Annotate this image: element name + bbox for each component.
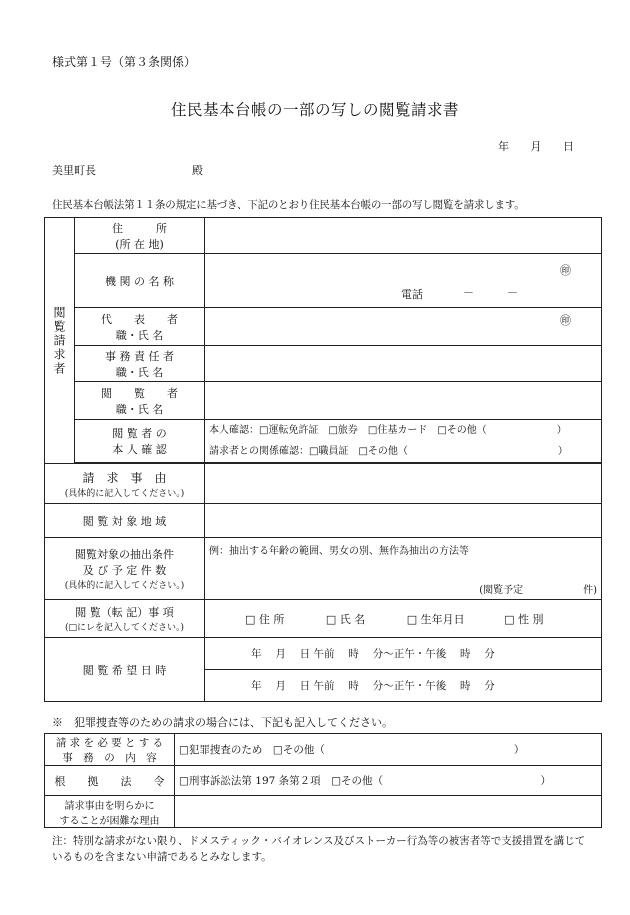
task-content-label: 請 求 を 必 要 と す る 事 務 の 内 容 xyxy=(45,734,175,766)
viewer-id-label: 閲 覧 者 の 本 人 確 認 xyxy=(75,420,205,463)
difficulty-reason-field[interactable] xyxy=(175,796,602,828)
item-gender-checkbox[interactable]: □ 性 別 xyxy=(504,612,544,626)
legal-basis-label: 根 拠 法 令 xyxy=(45,766,175,796)
date-line: 年 月 日 xyxy=(498,140,574,153)
relation-check-line: 請求者との関係確認：□職員証 □その他（ ） xyxy=(209,446,568,457)
schedule-label: 閲 覧 希 望 日 時 xyxy=(45,638,205,702)
area-label: 閲 覧 対 象 地 域 xyxy=(45,504,205,538)
request-table xyxy=(44,217,602,702)
lead-sentence: 住民基本台帳法第１１条の規定に基づき、下記のとおり住民基本台帳の一部の写し閲覧を請求します。 xyxy=(52,199,525,211)
phone-dashes: － － xyxy=(463,286,518,299)
requester-group-label: 閲覧請求者 xyxy=(45,218,75,464)
viewer-field[interactable] xyxy=(205,382,602,420)
item-name-checkbox[interactable]: □ 氏 名 xyxy=(325,612,366,626)
items-label: 閲 覧（転 記）事 項 (□にレを記入してください。) xyxy=(45,600,205,638)
extraction-example: 例：抽出する年齢の範囲、男女の別、無作為抽出の方法等 xyxy=(209,546,469,557)
item-address-checkbox[interactable]: □ 住 所 xyxy=(245,612,285,626)
seal-mark: ㊞ xyxy=(560,264,571,277)
items-options[interactable] xyxy=(205,600,602,638)
planned-count: (閲覧予定 件) xyxy=(479,585,597,596)
schedule-slot-1[interactable]: 年 月 日 午前 時 分～正午・午後 時 分 xyxy=(205,638,602,670)
footer-note: 注：特別な請求がない限り、ドメスティック・バイオレンス及びストーカー行為等の被害者等で支援措置を講じているものを含まない申請であるとみなします。 xyxy=(52,835,586,863)
phone-label: 電話 xyxy=(401,288,423,301)
id-check-line: 本人確認：□運転免許証 □旅券 □住基カード □その他（ ） xyxy=(209,425,567,436)
seal-mark-rep: ㊞ xyxy=(560,314,571,327)
task-content-field[interactable]: □犯罪捜査のため □その他（ ） xyxy=(175,734,602,766)
extraction-label: 閲覧対象の抽出条件 及 び 予 定 件 数 (具体的に記入してください。) xyxy=(45,538,205,600)
schedule-slot-2[interactable]: 年 月 日 午前 時 分～正午・午後 時 分 xyxy=(205,670,602,702)
org-name-field[interactable] xyxy=(205,254,602,308)
crime-note: ※ 犯罪捜査等のための請求の場合には、下記も記入してください。 xyxy=(52,716,393,729)
office-manager-field[interactable] xyxy=(205,346,602,382)
representative-field[interactable] xyxy=(205,308,602,346)
legal-basis-field[interactable]: □刑事訴訟法第 197 条第２項 □その他（ ） xyxy=(175,766,602,796)
difficulty-reason-label: 請求事由を明らかに することが困難な理由 xyxy=(45,796,175,828)
representative-label: 代 表 者 職・氏 名 xyxy=(75,308,205,346)
address-field[interactable] xyxy=(205,218,602,254)
page-title: 住民基本台帳の一部の写しの閲覧請求書 xyxy=(170,101,459,119)
addressee: 美里町長 xyxy=(52,164,96,177)
item-birthdate-checkbox[interactable]: □ 生年月日 xyxy=(406,612,465,626)
purpose-label: 請 求 事 由 (具体的に記入してください。) xyxy=(45,464,205,504)
extraction-field[interactable] xyxy=(205,538,602,600)
viewer-id-options[interactable] xyxy=(205,420,602,463)
area-field[interactable] xyxy=(205,504,602,538)
honorific: 殿 xyxy=(192,164,203,177)
crime-table xyxy=(44,733,602,828)
address-label: 住 所 (所 在 地) xyxy=(75,218,205,254)
purpose-field[interactable] xyxy=(205,464,602,504)
office-manager-label: 事 務 責 任 者 職・氏 名 xyxy=(75,346,205,382)
viewer-label: 閲 覧 者 職・氏 名 xyxy=(75,382,205,420)
form-number: 様式第１号（第３条関係） xyxy=(52,55,197,69)
org-name-label: 機 関 の 名 称 xyxy=(75,254,205,308)
